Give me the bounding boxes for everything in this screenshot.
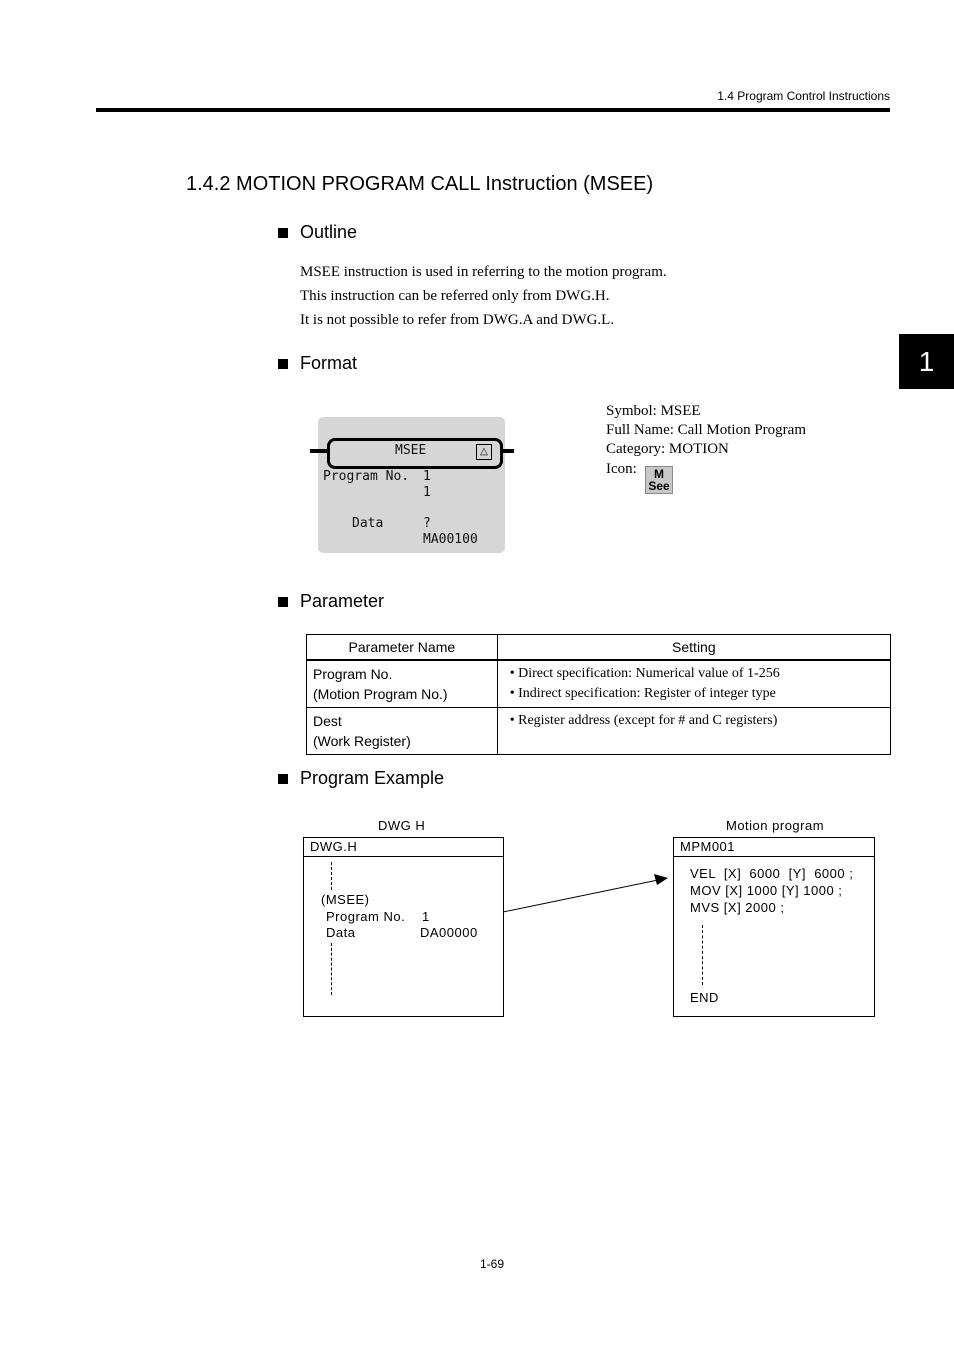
motion-program-panel-title: MPM001 (674, 838, 874, 857)
call-arrow-head (654, 874, 668, 885)
lcd-program-label: Program No. (323, 469, 410, 484)
ellipsis-dashed-line (331, 943, 332, 995)
lcd-box-label: MSEE (395, 443, 427, 458)
lcd-status-icon: △ (476, 444, 492, 460)
motion-code-line: VEL [X] 6000 [Y] 6000 ; (690, 866, 854, 881)
section-title: 1.4.2 MOTION PROGRAM CALL Instruction (MSEE) (186, 173, 654, 195)
motion-code-end: END (690, 990, 719, 1005)
table-row (307, 660, 891, 708)
dwg-h-panel-title: DWG.H (304, 838, 503, 857)
category-line: Category: MOTION (606, 441, 729, 457)
bullet-square-icon (278, 597, 288, 607)
program-no-label: Program No. (326, 909, 406, 924)
chapter-tab: 1 (899, 334, 954, 389)
motion-code-line: MOV [X] 1000 [Y] 1000 ; (690, 883, 843, 898)
outline-heading (278, 222, 357, 243)
parameter-setting-cell (497, 708, 890, 755)
data-label: Data (326, 925, 356, 940)
program-no-value: 1 (422, 909, 430, 924)
call-arrow (500, 870, 672, 920)
ellipsis-dashed-line (331, 862, 332, 890)
parameter-name-note: (Work Register) (313, 733, 411, 749)
lcd-data-value: MA00100 (423, 532, 478, 547)
msee-icon-line2: See (648, 479, 670, 493)
bullet-square-icon (278, 774, 288, 784)
outline-heading-text: Outline (300, 222, 358, 242)
data-value: DA00000 (420, 925, 478, 940)
msee-icon-line1: M (654, 467, 664, 481)
program-example-heading (278, 768, 444, 789)
symbol-line: Symbol: MSEE (606, 403, 701, 419)
lcd-program-value: 1 (423, 485, 431, 500)
table-header-row (307, 635, 891, 661)
lcd-program-value: 1 (423, 469, 431, 484)
parameter-name: Program No. (313, 666, 393, 682)
column-header: Parameter Name (307, 635, 498, 661)
parameter-name-cell (307, 708, 498, 755)
bullet-square-icon (278, 359, 288, 369)
msee-icon (645, 466, 673, 494)
column-header: Setting (497, 635, 890, 661)
parameter-heading (278, 591, 384, 612)
parameter-heading-text: Parameter (300, 591, 385, 611)
outline-line: This instruction can be referred only from DWG.H. (300, 288, 610, 304)
outline-line: MSEE instruction is used in referring to the motion program. (300, 264, 667, 280)
parameter-name-note: (Motion Program No.) (313, 686, 448, 702)
program-example-heading-text: Program Example (300, 768, 445, 788)
left-panel-caption: DWG H (378, 818, 426, 833)
setting-line: • Register address (except for # and C registers) (509, 713, 778, 728)
outline-line: It is not possible to refer from DWG.A and DWG.L. (300, 312, 615, 328)
parameter-table (306, 634, 891, 755)
lcd-data-label: Data (352, 516, 384, 531)
table-row (307, 708, 891, 755)
running-head: 1.4 Program Control Instructions (717, 89, 890, 103)
bullet-square-icon (278, 228, 288, 238)
msee-call-text: (MSEE) (321, 892, 370, 907)
page-number: 1-69 (480, 1257, 505, 1271)
lcd-data-value: ? (423, 516, 431, 531)
setting-line: • Indirect specification: Register of integer type (509, 686, 776, 701)
parameter-name: Dest (313, 713, 342, 729)
ellipsis-dashed-line (702, 925, 703, 985)
call-arrow-line (503, 880, 658, 912)
right-panel-caption: Motion program (726, 818, 825, 833)
motion-code-line: MVS [X] 2000 ; (690, 900, 785, 915)
icon-label: Icon: (606, 461, 637, 477)
parameter-name-cell (307, 660, 498, 708)
setting-line: • Direct specification: Numerical value of 1-256 (509, 666, 780, 681)
parameter-setting-cell (497, 660, 890, 708)
full-name-line: Full Name: Call Motion Program (606, 422, 806, 438)
format-heading-text: Format (300, 353, 358, 373)
format-heading (278, 353, 357, 374)
header-rule (96, 108, 890, 112)
